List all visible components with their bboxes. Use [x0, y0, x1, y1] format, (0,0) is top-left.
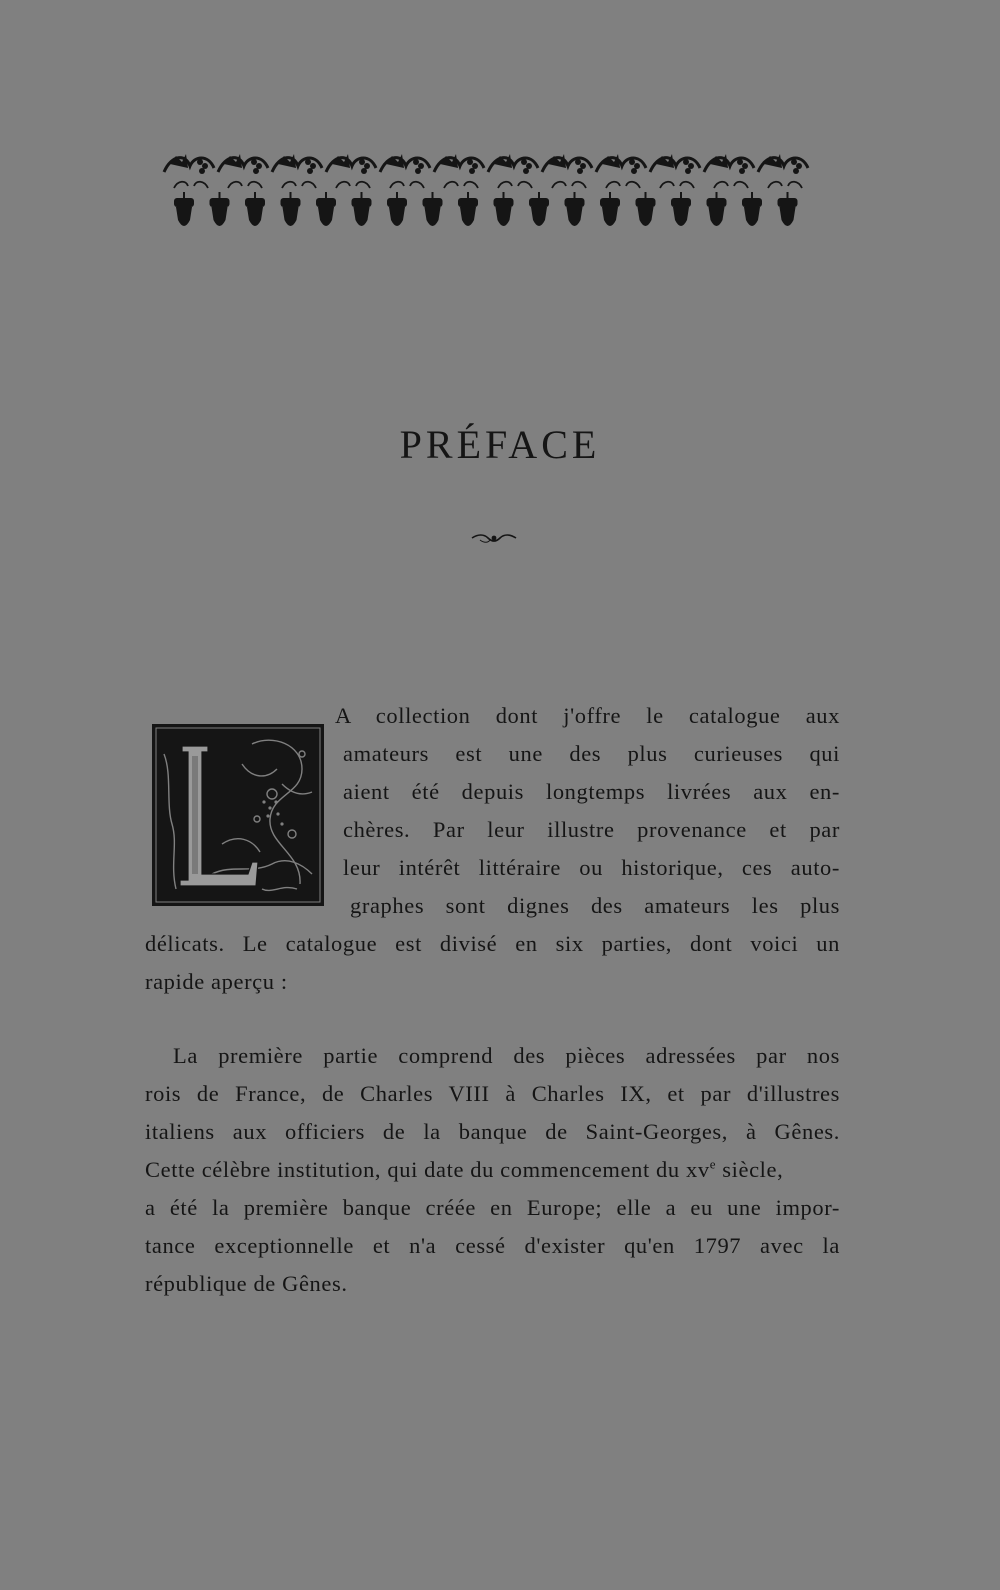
acorn-icon: [636, 192, 656, 226]
text-line: tance exceptionnelle et n'a cessé d'exister qu'en 1797 avec la: [145, 1233, 840, 1258]
vine-leaf-cluster: [164, 154, 214, 188]
text-line: aient été depuis longtemps livrées aux en-: [343, 779, 840, 804]
acorn-icon: [387, 192, 407, 226]
text-line: amateurs est une des plus curieuses qui: [343, 741, 840, 766]
text-line: délicats. Le catalogue est divisé en six parties, dont voici un: [145, 931, 840, 956]
text-line-tail: siècle,: [716, 1157, 784, 1182]
text-line: La première partie comprend des pièces adressées par nos: [173, 1043, 840, 1068]
text-line: a été la première banque créée en Europe; elle a eu une impor-: [145, 1195, 840, 1220]
vine-leaf-cluster: [326, 154, 376, 188]
vine-leaf-cluster: [380, 154, 430, 188]
acorn-icon: [210, 192, 230, 226]
text-line: rapide aperçu :: [145, 969, 288, 994]
page-title: PRÉFACE: [399, 422, 601, 467]
acorn-icon: [458, 192, 478, 226]
text-line: rois de France, de Charles VIII à Charles IX, et par d'illustres: [145, 1081, 840, 1106]
acorn-icon: [778, 192, 798, 226]
acorn-icon: [494, 192, 514, 226]
vine-leaf-cluster: [434, 154, 484, 188]
vine-leaf-cluster: [542, 154, 592, 188]
ornamental-initial-l-icon: [152, 724, 324, 906]
acorn-icon: [565, 192, 585, 226]
text-line: [145, 1151, 840, 1189]
vine-leaf-cluster: [704, 154, 754, 188]
acorn-icon: [742, 192, 762, 226]
vine-leaf-cluster: [272, 154, 322, 188]
acorn-vine-headpiece-icon: [160, 150, 820, 235]
text-line: chères. Par leur illustre provenance et par: [343, 817, 840, 842]
acorn-icon: [245, 192, 265, 226]
century-superscript: e: [709, 1156, 717, 1172]
vine-leaf-cluster: [758, 154, 808, 188]
text-line: graphes sont dignes des amateurs les plus: [350, 893, 840, 918]
text-line: italiens aux officiers de la banque de Saint-Georges, à Gênes.: [145, 1119, 840, 1144]
text-line: leur intérêt littéraire ou historique, ces auto-: [343, 855, 840, 880]
acorn-icon: [671, 192, 691, 226]
acorn-icon: [529, 192, 549, 226]
text-line-main: Cette célèbre institution, qui date du commencement du xv: [145, 1157, 710, 1182]
acorn-icon: [707, 192, 727, 226]
acorn-icon: [281, 192, 301, 226]
acorn-icon: [352, 192, 372, 226]
vine-leaf-cluster: [650, 154, 700, 188]
vine-leaf-cluster: [488, 154, 538, 188]
flourish-icon: [470, 532, 518, 544]
acorn-icon: [174, 192, 194, 226]
acorn-icon: [423, 192, 443, 226]
text-line: république de Gênes.: [145, 1271, 348, 1296]
acorn-icon: [316, 192, 336, 226]
text-line: A collection dont j'offre le catalogue aux: [335, 703, 840, 728]
vine-leaf-cluster: [596, 154, 646, 188]
acorn-icon: [600, 192, 620, 226]
vine-leaf-cluster: [218, 154, 268, 188]
